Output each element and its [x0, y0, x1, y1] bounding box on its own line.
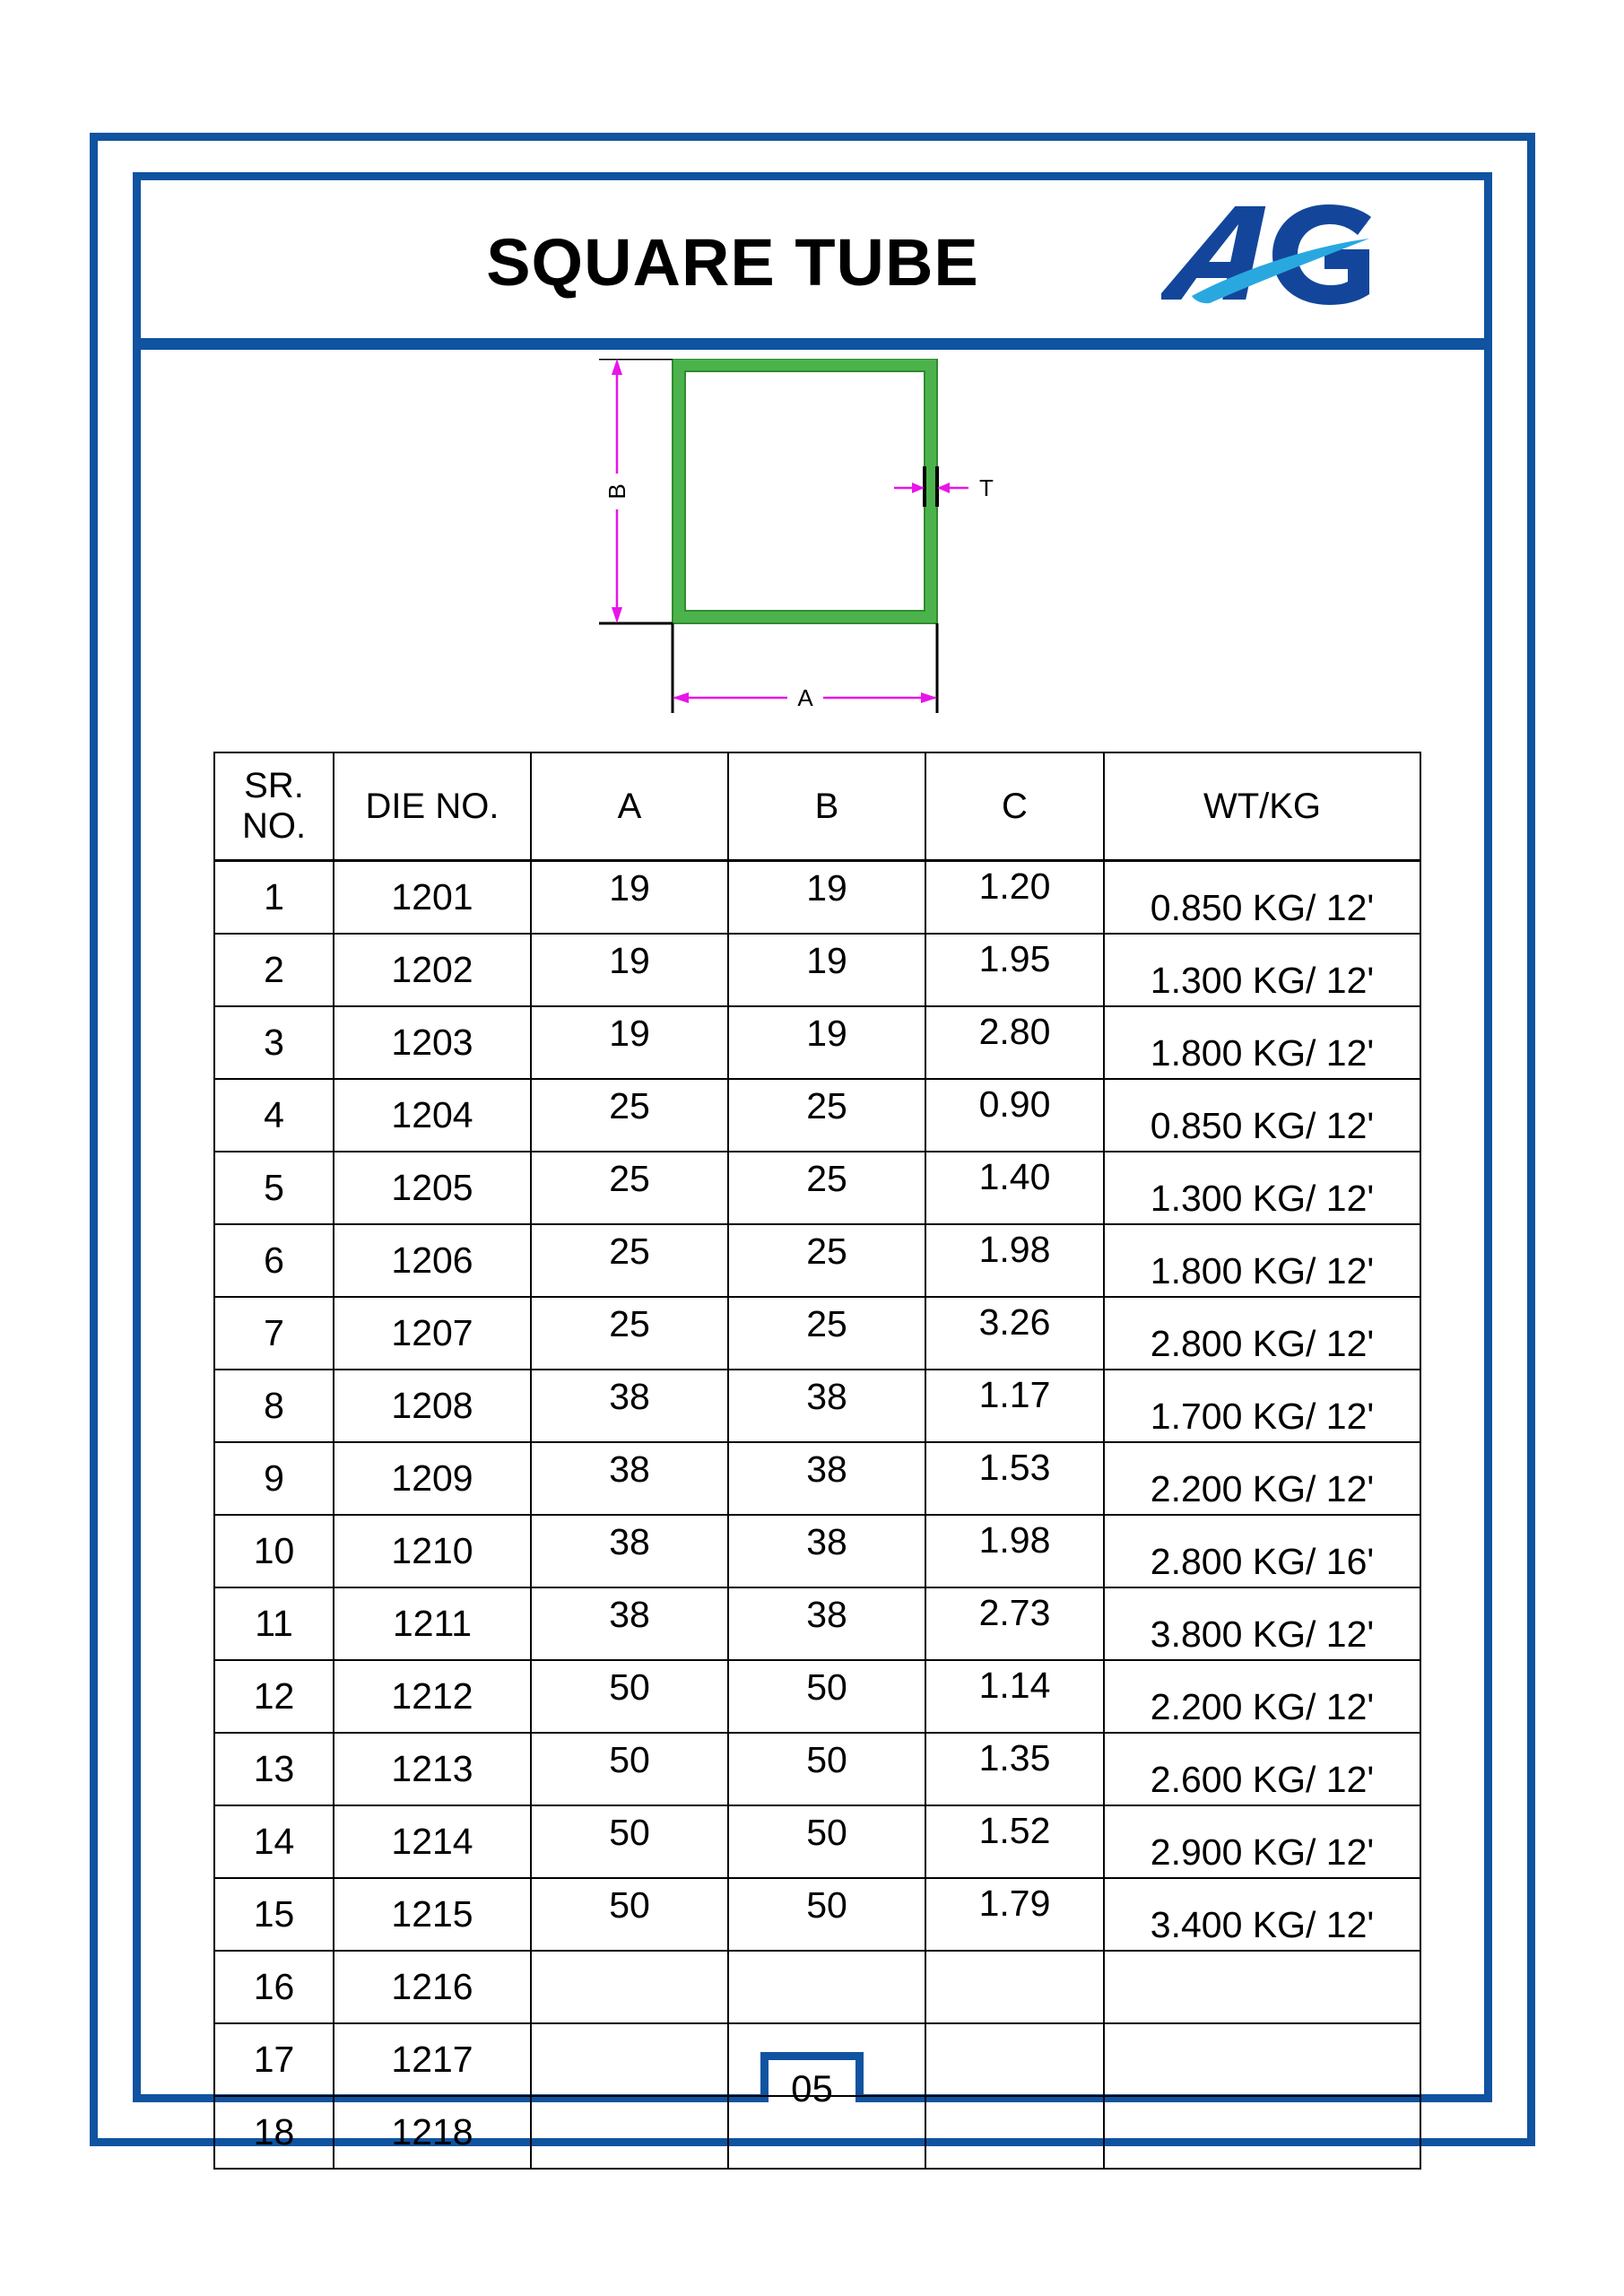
table-row: [214, 1660, 1420, 1733]
cell-b: 25: [728, 1079, 925, 1152]
table-row: [214, 1878, 1420, 1951]
cell-wt-kg: [1104, 2023, 1420, 2096]
cell-sr-no: 18: [214, 2096, 334, 2169]
cell-a: 19: [531, 1006, 728, 1079]
cell-c: 3.26: [925, 1297, 1104, 1370]
cell-die-no: 1211: [334, 1587, 531, 1660]
column-header-b: B: [728, 752, 925, 861]
cell-c: 1.79: [925, 1878, 1104, 1951]
cell-c: [925, 1951, 1104, 2023]
cell-c: 2.80: [925, 1006, 1104, 1079]
cell-wt-kg: 1.800 KG/ 12': [1104, 1224, 1420, 1297]
column-header-c: C: [925, 752, 1104, 861]
cell-wt-kg: 2.900 KG/ 12': [1104, 1805, 1420, 1878]
cell-a: 50: [531, 1878, 728, 1951]
cell-a: 25: [531, 1152, 728, 1224]
cell-a: 50: [531, 1733, 728, 1805]
cell-die-no: 1213: [334, 1733, 531, 1805]
page-title: SQUARE TUBE: [486, 225, 979, 300]
cell-c: 1.95: [925, 934, 1104, 1006]
cell-a: 50: [531, 1805, 728, 1878]
table-row: [214, 1079, 1420, 1152]
cell-c: 1.52: [925, 1805, 1104, 1878]
cell-wt-kg: 0.850 KG/ 12': [1104, 861, 1420, 935]
cell-die-no: 1203: [334, 1006, 531, 1079]
cell-sr-no: 8: [214, 1370, 334, 1442]
cell-sr-no: 14: [214, 1805, 334, 1878]
cell-die-no: 1217: [334, 2023, 531, 2096]
cell-sr-no: 9: [214, 1442, 334, 1515]
column-header-sr-line1: SR.: [244, 766, 304, 806]
cell-die-no: 1216: [334, 1951, 531, 2023]
table-row: [214, 1297, 1420, 1370]
cell-sr-no: 1: [214, 861, 334, 935]
cell-wt-kg: 2.800 KG/ 12': [1104, 1297, 1420, 1370]
cell-c: 0.90: [925, 1079, 1104, 1152]
cell-wt-kg: [1104, 2096, 1420, 2169]
cell-b: 19: [728, 861, 925, 935]
cell-a: [531, 2096, 728, 2169]
cell-die-no: 1208: [334, 1370, 531, 1442]
cell-wt-kg: 2.200 KG/ 12': [1104, 1660, 1420, 1733]
cell-sr-no: 4: [214, 1079, 334, 1152]
cell-c: 1.20: [925, 861, 1104, 935]
square-tube-drawing: [574, 359, 1040, 744]
table-header-row: [214, 752, 1420, 861]
cell-die-no: 1202: [334, 934, 531, 1006]
cell-sr-no: 17: [214, 2023, 334, 2096]
cell-wt-kg: 2.800 KG/ 16': [1104, 1515, 1420, 1587]
cell-c: 1.17: [925, 1370, 1104, 1442]
cell-wt-kg: 1.700 KG/ 12': [1104, 1370, 1420, 1442]
table-row: [214, 1370, 1420, 1442]
cell-a: 38: [531, 1515, 728, 1587]
cell-c: 1.98: [925, 1224, 1104, 1297]
cell-a: 25: [531, 1224, 728, 1297]
cell-b: 50: [728, 1660, 925, 1733]
table-row: [214, 1515, 1420, 1587]
specification-table-container: [213, 752, 1420, 2170]
cell-wt-kg: 0.850 KG/ 12': [1104, 1079, 1420, 1152]
cell-a: 38: [531, 1587, 728, 1660]
cell-a: 19: [531, 934, 728, 1006]
cell-b: 19: [728, 934, 925, 1006]
cell-c: 1.40: [925, 1152, 1104, 1224]
column-header-sr-line2: NO.: [241, 806, 307, 846]
table-row: [214, 1805, 1420, 1878]
table-body: [214, 861, 1420, 2170]
cell-wt-kg: 1.300 KG/ 12': [1104, 1152, 1420, 1224]
table-row: [214, 1587, 1420, 1660]
table-row: [214, 1006, 1420, 1079]
table-row: [214, 2096, 1420, 2169]
cell-sr-no: 5: [214, 1152, 334, 1224]
cell-c: 1.98: [925, 1515, 1104, 1587]
cell-a: [531, 1951, 728, 2023]
cell-sr-no: 11: [214, 1587, 334, 1660]
cell-c: [925, 2096, 1104, 2169]
cell-b: 50: [728, 1805, 925, 1878]
table-header: [214, 752, 1420, 861]
cell-b: 38: [728, 1370, 925, 1442]
cell-c: 1.53: [925, 1442, 1104, 1515]
cell-die-no: 1212: [334, 1660, 531, 1733]
cell-wt-kg: 3.400 KG/ 12': [1104, 1878, 1420, 1951]
cell-die-no: 1214: [334, 1805, 531, 1878]
page-number: 05: [791, 2067, 833, 2109]
cell-sr-no: 6: [214, 1224, 334, 1297]
dimension-label-t: T: [979, 474, 994, 501]
column-header-sr-no: [214, 752, 334, 861]
cell-a: 50: [531, 1660, 728, 1733]
cell-wt-kg: 2.600 KG/ 12': [1104, 1733, 1420, 1805]
dimension-t: [894, 466, 994, 507]
cell-b: 25: [728, 1152, 925, 1224]
cell-die-no: 1205: [334, 1152, 531, 1224]
cell-die-no: 1215: [334, 1878, 531, 1951]
cell-a: 38: [531, 1370, 728, 1442]
tube-profile: [673, 359, 937, 623]
table-row: [214, 934, 1420, 1006]
cell-b: 50: [728, 1878, 925, 1951]
cell-wt-kg: 1.800 KG/ 12': [1104, 1006, 1420, 1079]
cell-c: 1.35: [925, 1733, 1104, 1805]
cell-b: 25: [728, 1297, 925, 1370]
cell-die-no: 1206: [334, 1224, 531, 1297]
cell-sr-no: 10: [214, 1515, 334, 1587]
table-row: [214, 1152, 1420, 1224]
cell-b: 25: [728, 1224, 925, 1297]
column-header-die-no: DIE NO.: [334, 752, 531, 861]
cell-b: 38: [728, 1515, 925, 1587]
cell-die-no: 1218: [334, 2096, 531, 2169]
cell-die-no: 1207: [334, 1297, 531, 1370]
cell-c: 1.14: [925, 1660, 1104, 1733]
cell-b: 38: [728, 1587, 925, 1660]
table-row: [214, 1951, 1420, 2023]
table-row: [214, 1733, 1420, 1805]
cell-b: [728, 2023, 925, 2096]
cell-a: 25: [531, 1297, 728, 1370]
table-row: [214, 1442, 1420, 1515]
cell-sr-no: 2: [214, 934, 334, 1006]
cell-b: 38: [728, 1442, 925, 1515]
dimension-label-a: A: [797, 684, 813, 711]
cell-sr-no: 7: [214, 1297, 334, 1370]
cell-b: [728, 2096, 925, 2169]
specification-table: [213, 752, 1421, 2170]
cell-sr-no: 3: [214, 1006, 334, 1079]
cell-wt-kg: 3.800 KG/ 12': [1104, 1587, 1420, 1660]
ag-logo: [1161, 199, 1385, 316]
cell-c: [925, 2023, 1104, 2096]
table-row: [214, 1224, 1420, 1297]
cell-sr-no: 12: [214, 1660, 334, 1733]
column-header-a: A: [531, 752, 728, 861]
cell-a: 19: [531, 861, 728, 935]
table-row: [214, 861, 1420, 935]
cell-a: [531, 2023, 728, 2096]
cell-a: 38: [531, 1442, 728, 1515]
cell-die-no: 1210: [334, 1515, 531, 1587]
cell-die-no: 1209: [334, 1442, 531, 1515]
cell-sr-no: 16: [214, 1951, 334, 2023]
cell-die-no: 1201: [334, 861, 531, 935]
cell-wt-kg: [1104, 1951, 1420, 2023]
table-row: [214, 2023, 1420, 2096]
cell-sr-no: 15: [214, 1878, 334, 1951]
cell-b: 19: [728, 1006, 925, 1079]
cell-c: 2.73: [925, 1587, 1104, 1660]
dimension-label-b: B: [604, 483, 630, 500]
cell-die-no: 1204: [334, 1079, 531, 1152]
column-header-wt-kg: WT/KG: [1104, 752, 1420, 861]
cell-sr-no: 13: [214, 1733, 334, 1805]
cell-b: [728, 1951, 925, 2023]
cell-wt-kg: 1.300 KG/ 12': [1104, 934, 1420, 1006]
cell-wt-kg: 2.200 KG/ 12': [1104, 1442, 1420, 1515]
title-block-divider: [133, 338, 1492, 350]
cell-a: 25: [531, 1079, 728, 1152]
cell-b: 50: [728, 1733, 925, 1805]
